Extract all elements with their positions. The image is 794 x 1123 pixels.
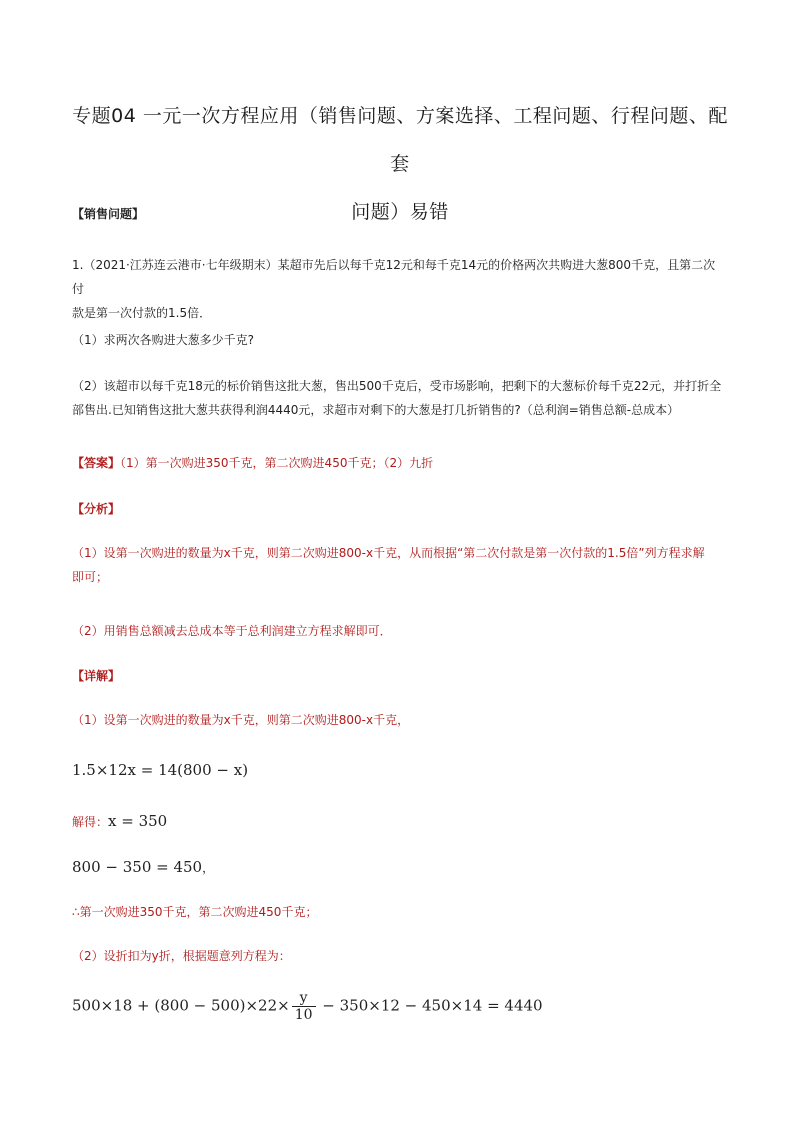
detail-step-2: （2）设折扣为y折，根据题意列方程为： <box>72 949 291 963</box>
answer-label: 【答案】 <box>72 456 121 470</box>
equation-1: 1.5×12x = 14(800 − x) <box>72 761 249 779</box>
detail-heading: 【详解】 <box>72 669 121 683</box>
question-text <box>72 253 727 325</box>
analysis-part-2: （2）用销售总额减去总成本等于总利润建立方程求解即可． <box>72 624 392 638</box>
solution-value: x = 350 <box>108 812 168 830</box>
part2-line-1: （2）该超市以每千克18元的标价销售这批大葱，售出500千克后，受市场影响，把剩下的大葱标价每千克22元，并打折全 <box>72 379 722 393</box>
detail-step-1: （1）设第一次购进的数量为x千克，则第二次购进800-x千克， <box>72 713 410 727</box>
equation-2-line <box>72 855 727 880</box>
part2-line-2: 部售出.已知销售这批大葱共获得利润4440元，求超市对剩下的大葱是打几折销售的?（总利润=销售总额-总成本） <box>72 403 680 417</box>
solution-line <box>72 809 727 834</box>
equation-2: 800 − 350 = 450 <box>72 858 203 876</box>
fraction <box>292 990 316 1023</box>
equation-3-left: 500×18 + (800 − 500)×22× <box>72 996 290 1015</box>
analysis-line-2: 即可； <box>72 570 109 584</box>
fraction-numerator: y <box>292 990 316 1007</box>
question-line-1: 1.（2021·江苏连云港市·七年级期末）某超市先后以每千克12元和每千克14元的价格两次共购进大葱800千克，且第二次付 <box>72 258 716 296</box>
analysis-part-1 <box>72 541 727 589</box>
analysis-line-1: （1）设第一次购进的数量为x千克，则第二次购进800-x千克，从而根据“第二次付款是第一次付款的1.5倍”列方程求解 <box>72 546 705 560</box>
section-heading: 【销售问题】 <box>72 207 145 221</box>
conclusion-line: ∴第一次购进350千克，第二次购进450千克； <box>72 905 318 919</box>
answer-text: （1）第一次购进350千克，第二次购进450千克；（2）九折 <box>120 456 434 470</box>
title-line-2: 问题）易错 <box>351 201 449 223</box>
answer-line <box>72 451 727 475</box>
equation-3 <box>72 990 727 1023</box>
question-line-2: 款是第一次付款的1.5倍． <box>72 306 212 320</box>
question-part-2 <box>72 374 727 422</box>
question-part-1: （1）求两次各购进大葱多少千克? <box>72 333 255 347</box>
equation-3-right: − 350×12 − 450×14 = 4440 <box>317 996 543 1015</box>
solution-label: 解得： <box>72 815 109 829</box>
analysis-heading: 【分析】 <box>72 502 121 516</box>
title-line-1: 专题04 一元一次方程应用（销售问题、方案选择、工程问题、行程问题、配套 <box>72 105 728 175</box>
equation-2-comma: ， <box>202 861 215 875</box>
fraction-denominator: 10 <box>294 1007 313 1023</box>
